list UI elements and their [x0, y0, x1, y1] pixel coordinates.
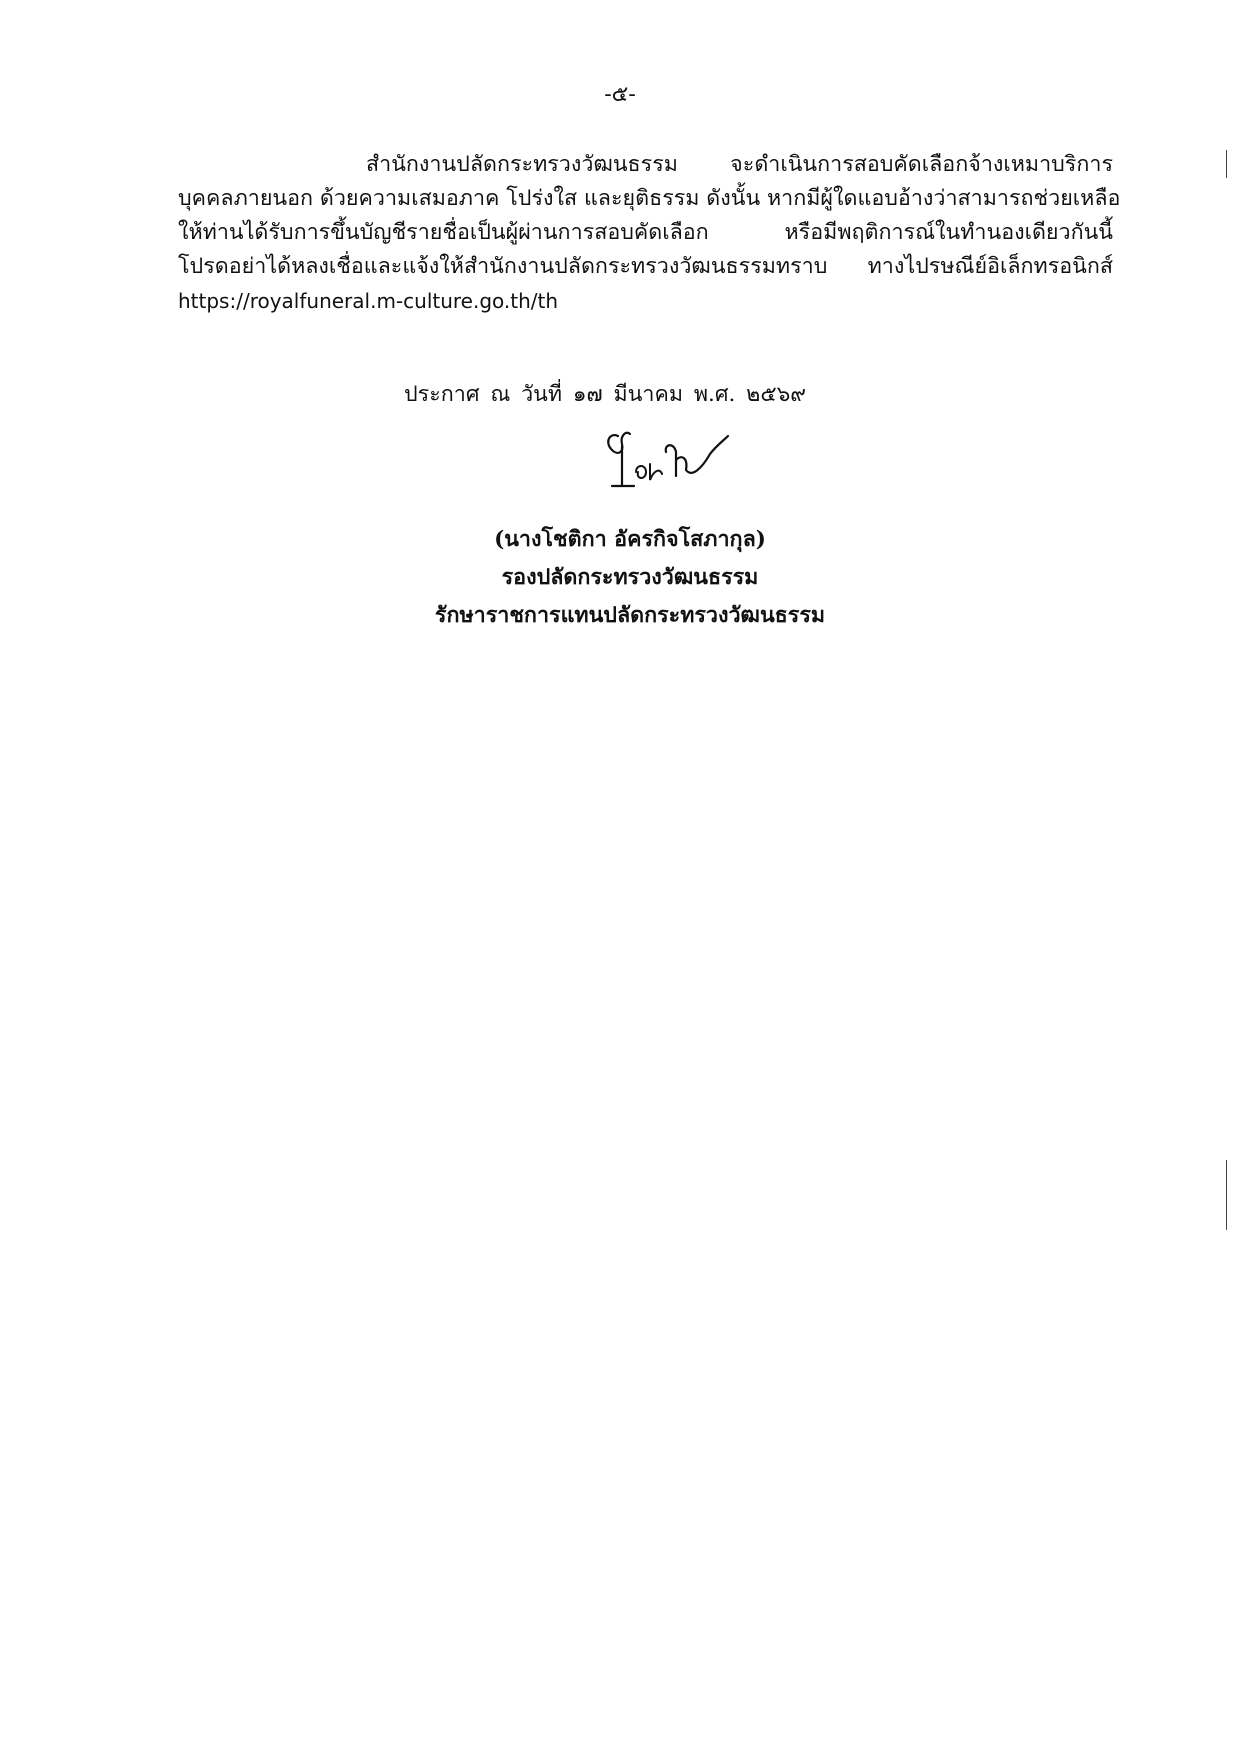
body-line: บุคคลภายนอก ด้วยความเสมอภาค โปร่งใส และยุติธรรม ดังนั้น หากมีผู้ใดแอบอ้างว่าสามารถช่วยเหลือ	[178, 186, 1121, 211]
announcement-date: ประกาศ ณ วันที่ ๑๗ มีนาคม พ.ศ. ๒๕๖๙	[404, 382, 807, 407]
signatory-acting-position: รักษาราชการแทนปลัดกระทรวงวัฒนธรรม	[434, 603, 826, 628]
body-paragraph	[178, 148, 1121, 318]
signatory-position: รองปลัดกระทรวงวัฒนธรรม	[501, 565, 759, 590]
page-number: -๕-	[604, 82, 636, 107]
signatory-name: (นางโชติกา อัครกิจโสภากุล)	[494, 527, 766, 552]
body-line: ให้ท่านได้รับการขึ้นบัญชีรายชื่อเป็นผู้ผ่านการสอบคัดเลือก หรือมีพฤติการณ์ในทำนองเดียวกันนี้	[178, 220, 1113, 245]
contact-url[interactable]: https://royalfuneral.m-culture.go.th/th	[178, 289, 559, 313]
body-line: โปรดอย่าได้หลงเชื่อและแจ้งให้สำนักงานปลัดกระทรวงวัฒนธรรมทราบ ทางไปรษณีย์อิเล็กทรอนิกส์	[178, 254, 1113, 279]
scan-edge-mark	[1226, 1160, 1227, 1230]
body-line: สำนักงานปลัดกระทรวงวัฒนธรรม จะดำเนินการสอบคัดเลือกจ้างเหมาบริการ	[366, 152, 1113, 177]
scan-edge-mark	[1226, 150, 1227, 178]
handwritten-signature	[600, 424, 730, 494]
